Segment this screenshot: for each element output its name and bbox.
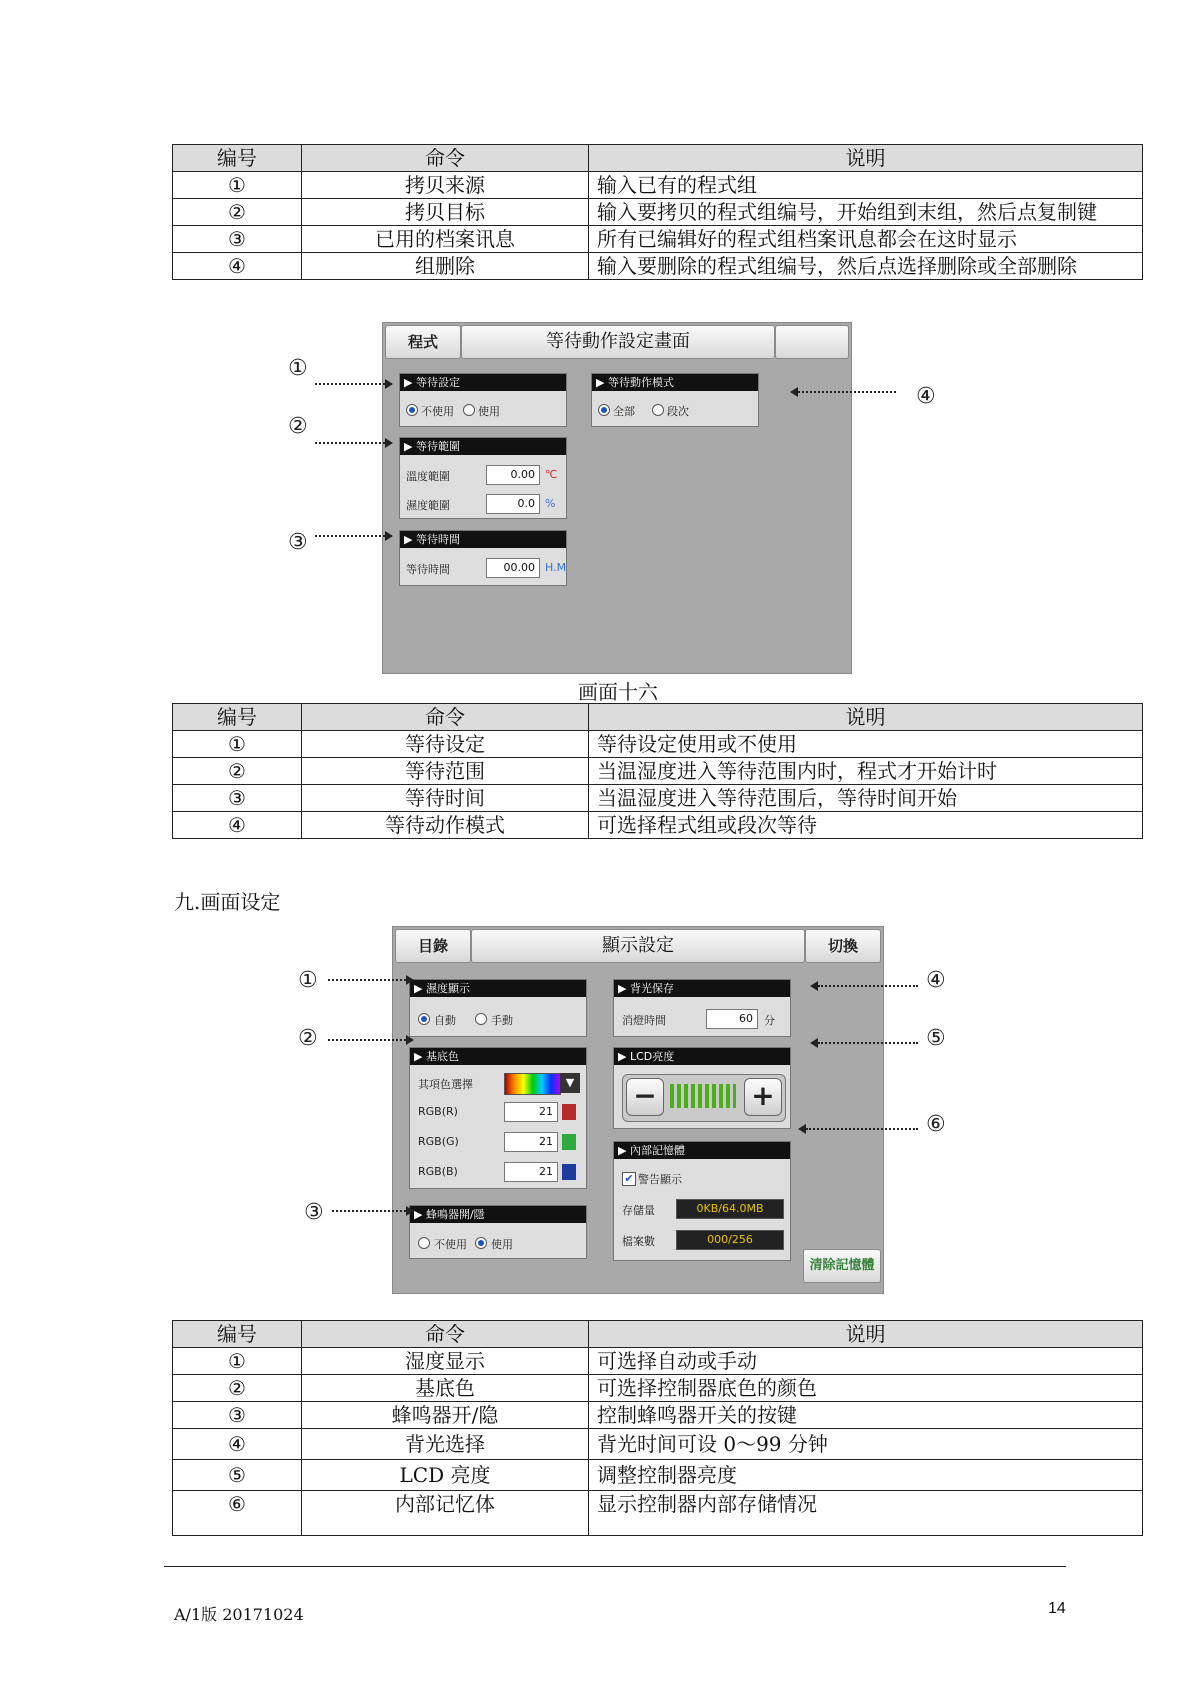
lcd-brightness-header: ▶ LCD亮度 <box>614 1048 790 1065</box>
row-description: 调整控制器亮度 <box>589 1460 1143 1491</box>
backlight-time-input[interactable]: 60 <box>706 1009 758 1029</box>
table-row <box>173 226 1143 253</box>
row-number: ① <box>173 1348 302 1375</box>
program-tab-button[interactable]: 程式 <box>385 325 461 359</box>
row-command: 拷贝来源 <box>302 172 589 199</box>
row-description: 输入已有的程式组 <box>589 172 1143 199</box>
radio-use[interactable] <box>463 404 475 416</box>
section-heading: 九.画面设定 <box>174 890 281 914</box>
radio-manual[interactable] <box>475 1013 487 1025</box>
row-number: ② <box>173 199 302 226</box>
row-number: ③ <box>173 1402 302 1429</box>
row-command: 背光选择 <box>302 1429 589 1460</box>
callout-3: ③ <box>288 530 308 555</box>
radio-buzzer-off[interactable] <box>418 1237 430 1249</box>
row-number: ② <box>173 1375 302 1402</box>
callout-3-arrow <box>332 1210 406 1214</box>
wait-time-header: ▶ 等待時間 <box>400 531 566 548</box>
table-row <box>173 1375 1143 1402</box>
table-row <box>173 758 1143 785</box>
brightness-decrease-button[interactable]: − <box>626 1078 664 1116</box>
warn-label: 警告顯示 <box>638 1173 682 1186</box>
screen-caption: 画面十六 <box>578 680 658 704</box>
radio-buzzer-on[interactable] <box>475 1237 487 1249</box>
row-command: 已用的档案讯息 <box>302 226 589 253</box>
callout-1-arrow <box>328 979 406 983</box>
callout-4: ④ <box>916 384 936 409</box>
wait-mode-header: ▶ 等待動作模式 <box>592 374 758 391</box>
command-table-1 <box>172 144 1143 280</box>
warn-checkbox[interactable]: ✔ <box>622 1172 636 1186</box>
wait-time-box <box>399 530 567 586</box>
wait-time-unit: H.M <box>545 561 567 574</box>
temp-range-label: 溫度範圍 <box>406 470 450 483</box>
color-select-label: 其項色選擇 <box>418 1078 473 1091</box>
row-command: 湿度显示 <box>302 1348 589 1375</box>
wait-setting-box <box>399 373 567 427</box>
table-row <box>173 1429 1143 1460</box>
callout-4-arrow <box>818 985 918 989</box>
radio-use-label: 使用 <box>478 405 500 418</box>
callout-2-arrow <box>328 1039 406 1043</box>
row-description: 可选择控制器底色的颜色 <box>589 1375 1143 1402</box>
files-value: 000/256 <box>676 1230 784 1250</box>
table-row <box>173 1460 1143 1491</box>
row-number: ④ <box>173 812 302 839</box>
table-row <box>173 785 1143 812</box>
switch-tab-button[interactable]: 切換 <box>805 929 881 963</box>
table-row <box>173 1348 1143 1375</box>
col-header-description: 说明 <box>589 145 1143 172</box>
row-command: LCD 亮度 <box>302 1460 589 1491</box>
callout-2-arrow <box>315 442 385 446</box>
page-number: 14 <box>1048 1600 1066 1617</box>
row-number: ⑤ <box>173 1460 302 1491</box>
hum-range-input[interactable]: 0.0 <box>486 494 540 514</box>
brightness-increase-button[interactable]: + <box>744 1078 782 1116</box>
row-command: 等待设定 <box>302 731 589 758</box>
rgb-r-label: RGB(R) <box>418 1105 458 1118</box>
row-number: ② <box>173 758 302 785</box>
col-header-number: 编号 <box>173 1321 302 1348</box>
radio-not-use-label: 不使用 <box>421 405 454 418</box>
row-description: 输入要删除的程式组编号，然后点选择删除或全部删除 <box>589 253 1143 280</box>
table-row <box>173 1491 1143 1536</box>
backlight-time-label: 消燈時間 <box>622 1014 666 1027</box>
callout-3: ③ <box>304 1200 324 1225</box>
row-command: 等待动作模式 <box>302 812 589 839</box>
footer-version: A/1版 20171024 <box>174 1605 304 1624</box>
temp-range-input[interactable]: 0.00 <box>486 465 540 485</box>
callout-1: ① <box>298 968 318 993</box>
buzzer-header: ▶ 蜂鳴器開/隱 <box>410 1206 586 1223</box>
col-header-command: 命令 <box>302 704 589 731</box>
callout-6-arrow <box>806 1128 918 1132</box>
row-description: 输入要拷贝的程式组编号，开始组到末组，然后点复制键 <box>589 199 1143 226</box>
backlight-box <box>613 979 791 1037</box>
chevron-down-icon[interactable]: ▼ <box>560 1073 580 1093</box>
table-row <box>173 812 1143 839</box>
table-row <box>173 253 1143 280</box>
row-number: ① <box>173 172 302 199</box>
row-number: ① <box>173 731 302 758</box>
backlight-unit: 分 <box>764 1014 775 1027</box>
callout-2: ② <box>298 1026 318 1051</box>
brightness-level-bars <box>670 1084 736 1108</box>
callout-3-arrow <box>315 535 385 539</box>
base-color-box <box>409 1047 587 1189</box>
radio-not-use[interactable] <box>406 404 418 416</box>
row-description: 控制蜂鸣器开关的按键 <box>589 1402 1143 1429</box>
col-header-command: 命令 <box>302 145 589 172</box>
col-header-number: 编号 <box>173 145 302 172</box>
buzzer-box <box>409 1205 587 1259</box>
row-number: ④ <box>173 253 302 280</box>
rgb-g-swatch <box>562 1134 576 1150</box>
hum-unit: % <box>545 497 556 510</box>
row-command: 组删除 <box>302 253 589 280</box>
wait-setting-header: ▶ 等待設定 <box>400 374 566 391</box>
humidity-display-header: ▶ 濕度顯示 <box>410 980 586 997</box>
screen-title: 等待動作設定畫面 <box>461 325 775 359</box>
internal-memory-header: ▶ 內部記憶體 <box>614 1142 790 1159</box>
callout-1-arrow <box>315 383 385 387</box>
row-description: 显示控制器内部存储情况 <box>589 1491 1143 1536</box>
callout-1: ① <box>288 356 308 381</box>
storage-label: 存儲量 <box>622 1204 655 1217</box>
rgb-r-swatch <box>562 1104 576 1120</box>
row-number: ⑥ <box>173 1491 302 1536</box>
base-color-header: ▶ 基底色 <box>410 1048 586 1065</box>
row-description: 可选择程式组或段次等待 <box>589 812 1143 839</box>
clear-memory-button[interactable]: 清除記憶體 <box>803 1249 881 1283</box>
footer-rule <box>164 1566 1066 1567</box>
radio-buzzer-off-label: 不使用 <box>434 1238 467 1251</box>
row-description: 背光时间可设 0～99 分钟 <box>589 1429 1143 1460</box>
row-number: ④ <box>173 1429 302 1460</box>
screen-title: 顯示設定 <box>471 929 805 963</box>
col-header-description: 说明 <box>589 1321 1143 1348</box>
row-description: 所有已编辑好的程式组档案讯息都会在这时显示 <box>589 226 1143 253</box>
row-command: 基底色 <box>302 1375 589 1402</box>
command-table-2 <box>172 703 1143 839</box>
humidity-display-box <box>409 979 587 1037</box>
lcd-brightness-box <box>613 1047 791 1129</box>
callout-5: ⑤ <box>926 1026 946 1051</box>
rgb-b-label: RGB(B) <box>418 1165 458 1178</box>
row-description: 当温湿度进入等待范围后，等待时间开始 <box>589 785 1143 812</box>
col-header-number: 编号 <box>173 704 302 731</box>
table-row <box>173 1402 1143 1429</box>
temp-unit: ℃ <box>545 468 558 481</box>
blank-tab-button[interactable] <box>775 325 849 359</box>
rgb-b-input[interactable]: 21 <box>504 1162 558 1182</box>
table-row <box>173 172 1143 199</box>
radio-auto-label: 自動 <box>434 1014 456 1027</box>
radio-segment-label: 段次 <box>667 405 689 418</box>
rgb-g-label: RGB(G) <box>418 1135 459 1148</box>
callout-5-arrow <box>818 1042 918 1046</box>
wait-mode-box <box>591 373 759 427</box>
row-description: 可选择自动或手动 <box>589 1348 1143 1375</box>
row-command: 蜂鸣器开/隐 <box>302 1402 589 1429</box>
callout-2: ② <box>288 414 308 439</box>
backlight-header: ▶ 背光保存 <box>614 980 790 997</box>
row-number: ③ <box>173 785 302 812</box>
radio-all[interactable] <box>598 404 610 416</box>
callout-6: ⑥ <box>926 1112 946 1137</box>
row-command: 等待时间 <box>302 785 589 812</box>
radio-segment[interactable] <box>652 404 664 416</box>
rgb-b-swatch <box>562 1164 576 1180</box>
radio-all-label: 全部 <box>613 405 635 418</box>
callout-4: ④ <box>926 968 946 993</box>
table-row <box>173 731 1143 758</box>
row-description: 等待设定使用或不使用 <box>589 731 1143 758</box>
wait-range-box <box>399 437 567 519</box>
directory-tab-button[interactable]: 目錄 <box>395 929 471 963</box>
internal-memory-box <box>613 1141 791 1261</box>
row-command: 等待范围 <box>302 758 589 785</box>
rgb-g-input[interactable]: 21 <box>504 1132 558 1152</box>
storage-value: 0KB/64.0MB <box>676 1199 784 1219</box>
callout-4-arrow <box>798 391 896 395</box>
col-header-description: 说明 <box>589 704 1143 731</box>
hum-range-label: 濕度範圍 <box>406 499 450 512</box>
wait-time-label: 等待時間 <box>406 563 450 576</box>
rgb-r-input[interactable]: 21 <box>504 1102 558 1122</box>
row-description: 当温湿度进入等待范围内时，程式才开始计时 <box>589 758 1143 785</box>
radio-manual-label: 手動 <box>491 1014 513 1027</box>
row-command: 内部记忆体 <box>302 1491 589 1536</box>
color-spectrum-select[interactable] <box>504 1073 561 1095</box>
row-number: ③ <box>173 226 302 253</box>
radio-buzzer-on-label: 使用 <box>491 1238 513 1251</box>
col-header-command: 命令 <box>302 1321 589 1348</box>
radio-auto[interactable] <box>418 1013 430 1025</box>
row-command: 拷贝目标 <box>302 199 589 226</box>
wait-time-input[interactable]: 00.00 <box>486 558 540 578</box>
wait-settings-screen <box>382 322 852 674</box>
command-table-3 <box>172 1320 1143 1536</box>
files-label: 檔案數 <box>622 1235 655 1248</box>
wait-range-header: ▶ 等待範圍 <box>400 438 566 455</box>
table-row <box>173 199 1143 226</box>
